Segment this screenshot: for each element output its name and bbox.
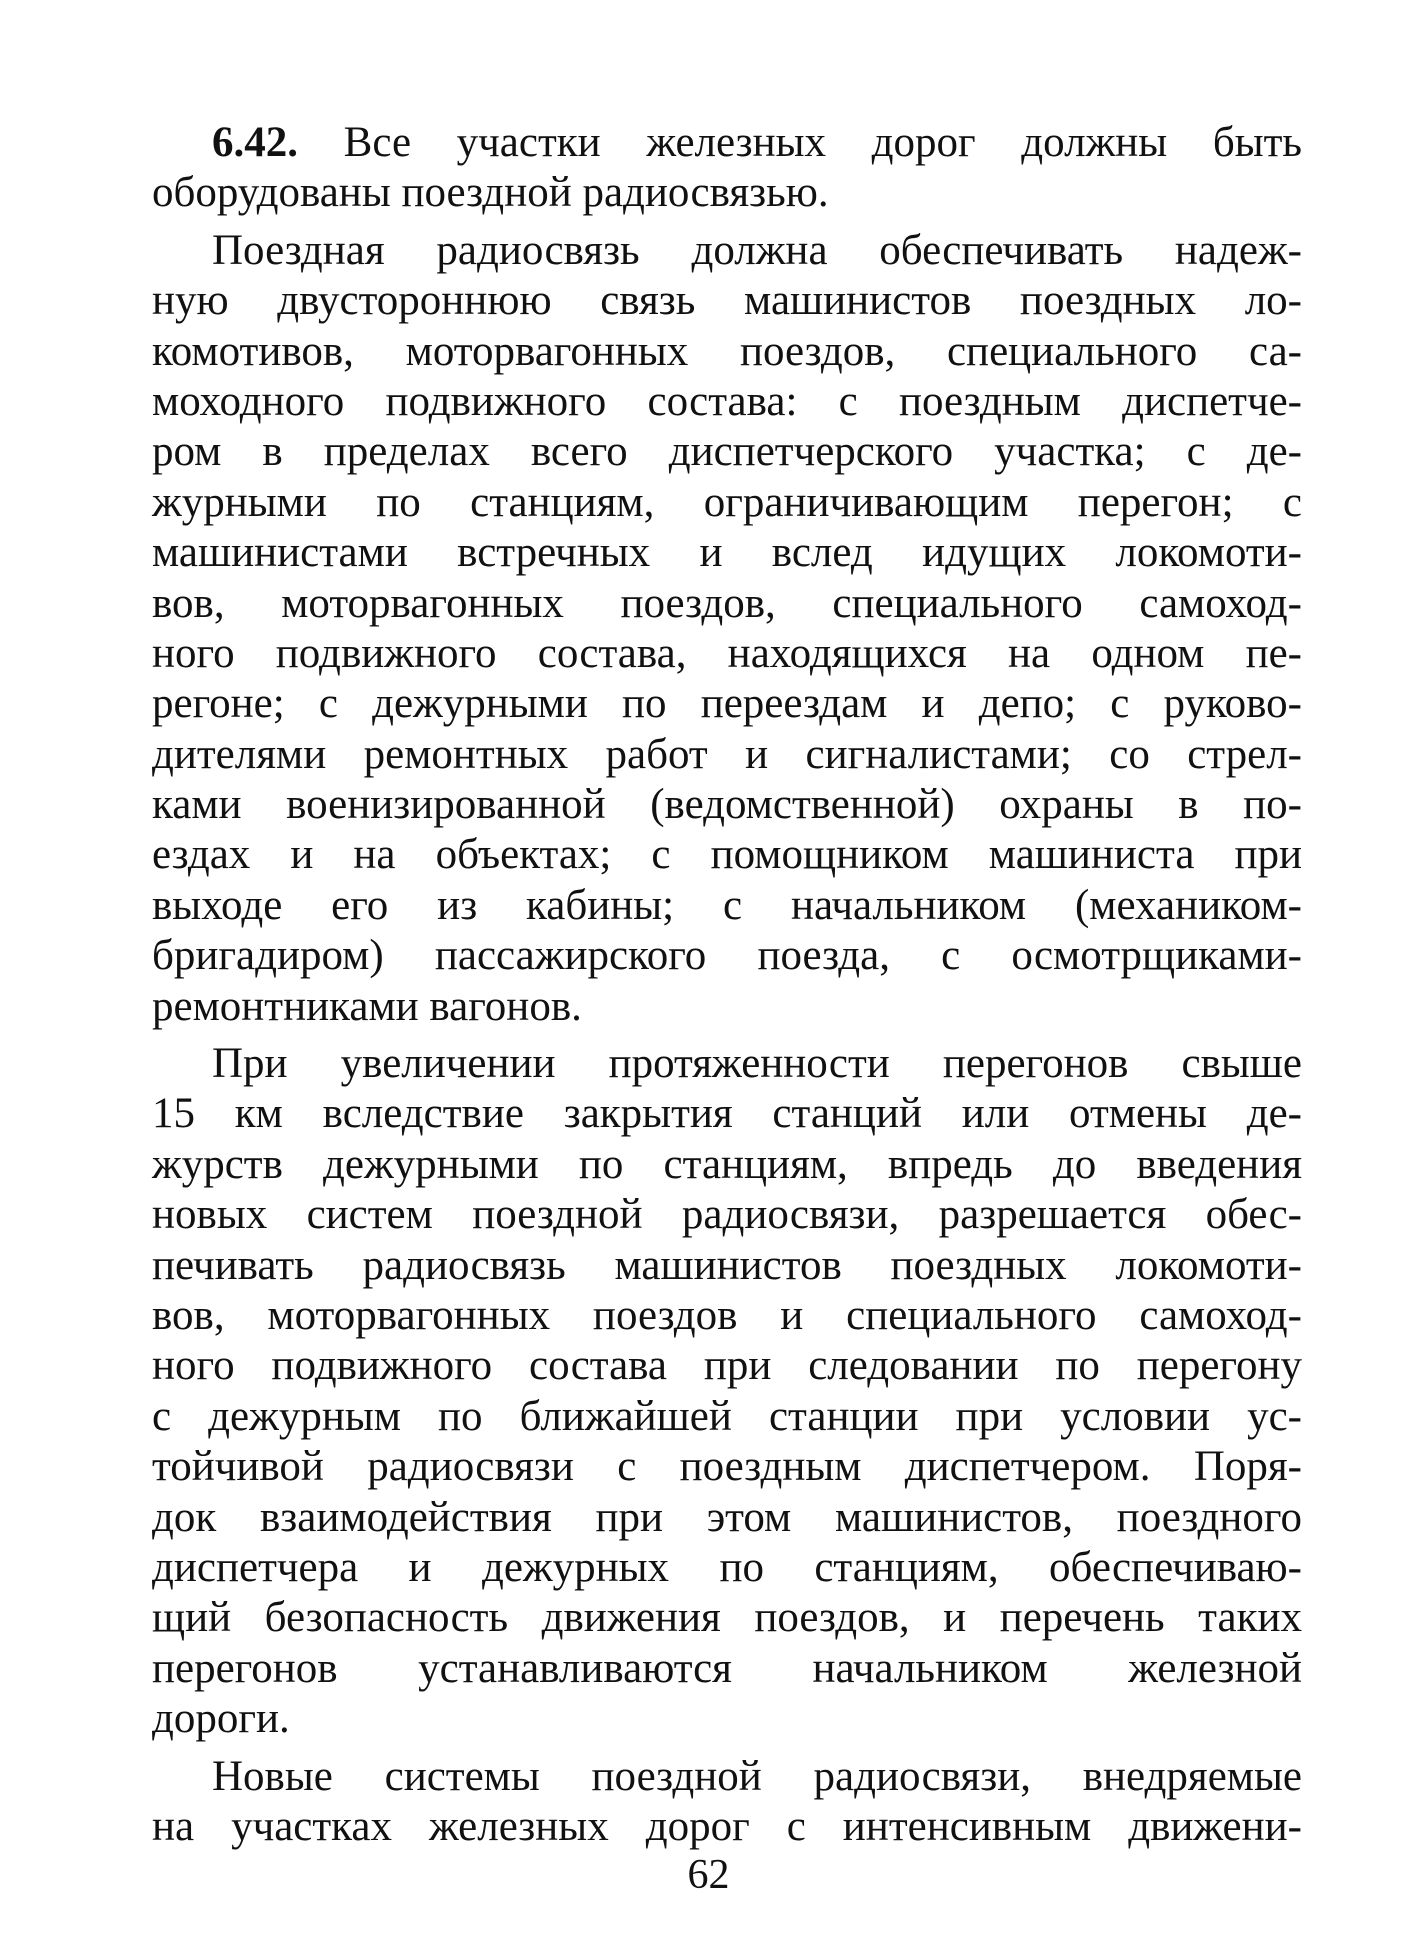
text-line: оборудованы поездной радиосвязью. — [152, 169, 829, 217]
text-line: новых систем поездной радиосвязи, разрешается обес- — [152, 1191, 1302, 1239]
paragraph-radio-requirements — [152, 226, 1302, 1032]
text-line: перегонов устанавливаются начальником железной — [152, 1644, 1302, 1692]
text-line: машинистами встречных и вслед идущих локомоти- — [152, 529, 1302, 577]
text-line: печивать радиосвязь машинистов поездных локомоти- — [152, 1241, 1302, 1289]
text-line: ездах и на объектах; с помощником машиниста при — [152, 831, 1302, 879]
text-line: ную двустороннюю связь машинистов поездных ло- — [152, 277, 1302, 325]
text-line: выходе его из кабины; с начальником (механиком- — [152, 881, 1302, 929]
text-line: журств дежурными по станциям, впредь до введения — [152, 1140, 1302, 1188]
text-line: ремонтниками вагонов. — [152, 982, 582, 1030]
paragraph-extended-hauls — [152, 1039, 1302, 1744]
text-line: бригадиром) пассажирского поезда, с осмотрщиками- — [152, 932, 1302, 980]
text-line: комотивов, моторвагонных поездов, специального са- — [152, 327, 1302, 375]
text-line: дителями ремонтных работ и сигналистами; со стрел- — [152, 730, 1302, 778]
text-line: Поездная радиосвязь должна обеспечивать надеж- — [212, 226, 1302, 274]
text-line: журными по станциям, ограничивающим перегон; с — [152, 478, 1302, 526]
text-line: ного подвижного состава, находящихся на одном пе- — [152, 629, 1302, 677]
clause-number: 6.42. — [212, 119, 298, 166]
text-line: на участках железных дорог с интенсивным движени- — [152, 1802, 1302, 1850]
page-number: 62 — [687, 1852, 730, 1898]
text-line: диспетчера и дежурных по станциям, обеспечиваю- — [152, 1543, 1302, 1591]
text-line: с дежурным по ближайшей станции при условии ус- — [152, 1392, 1302, 1440]
clause-heading-text: Все участки железных дорог должны быть — [343, 119, 1303, 166]
text-line: тойчивой радиосвязи с поездным диспетчером. Поря- — [152, 1443, 1302, 1491]
text-line: моходного подвижного состава: с поездным диспетче- — [152, 377, 1302, 425]
text-line: дороги. — [152, 1695, 290, 1743]
text-line: щий безопасность движения поездов, и перечень таких — [152, 1594, 1302, 1642]
paragraph-new-systems — [152, 1752, 1302, 1853]
page-body — [152, 118, 1302, 1859]
text-line: вов, моторвагонных поездов и специального самоход- — [152, 1291, 1302, 1339]
text-line: При увеличении протяженности перегонов свыше — [212, 1040, 1302, 1088]
text-line: ного подвижного состава при следовании по перегону — [152, 1342, 1302, 1390]
text-line: 15 км вследствие закрытия станций или отмены де- — [152, 1090, 1302, 1138]
text-line: док взаимодействия при этом машинистов, поездного — [152, 1493, 1302, 1541]
text-line: ками военизированной (ведомственной) охраны в по- — [152, 781, 1302, 829]
paragraph-6-42 — [152, 118, 1302, 219]
text-line: вов, моторвагонных поездов, специального самоход- — [152, 579, 1302, 627]
text-line: Новые системы поездной радиосвязи, внедряемые — [212, 1752, 1302, 1800]
text-line: ром в пределах всего диспетчерского участка; с де- — [152, 428, 1302, 476]
text-line: регоне; с дежурными по переездам и депо; с руково- — [152, 680, 1302, 728]
text-line — [152, 118, 1302, 168]
